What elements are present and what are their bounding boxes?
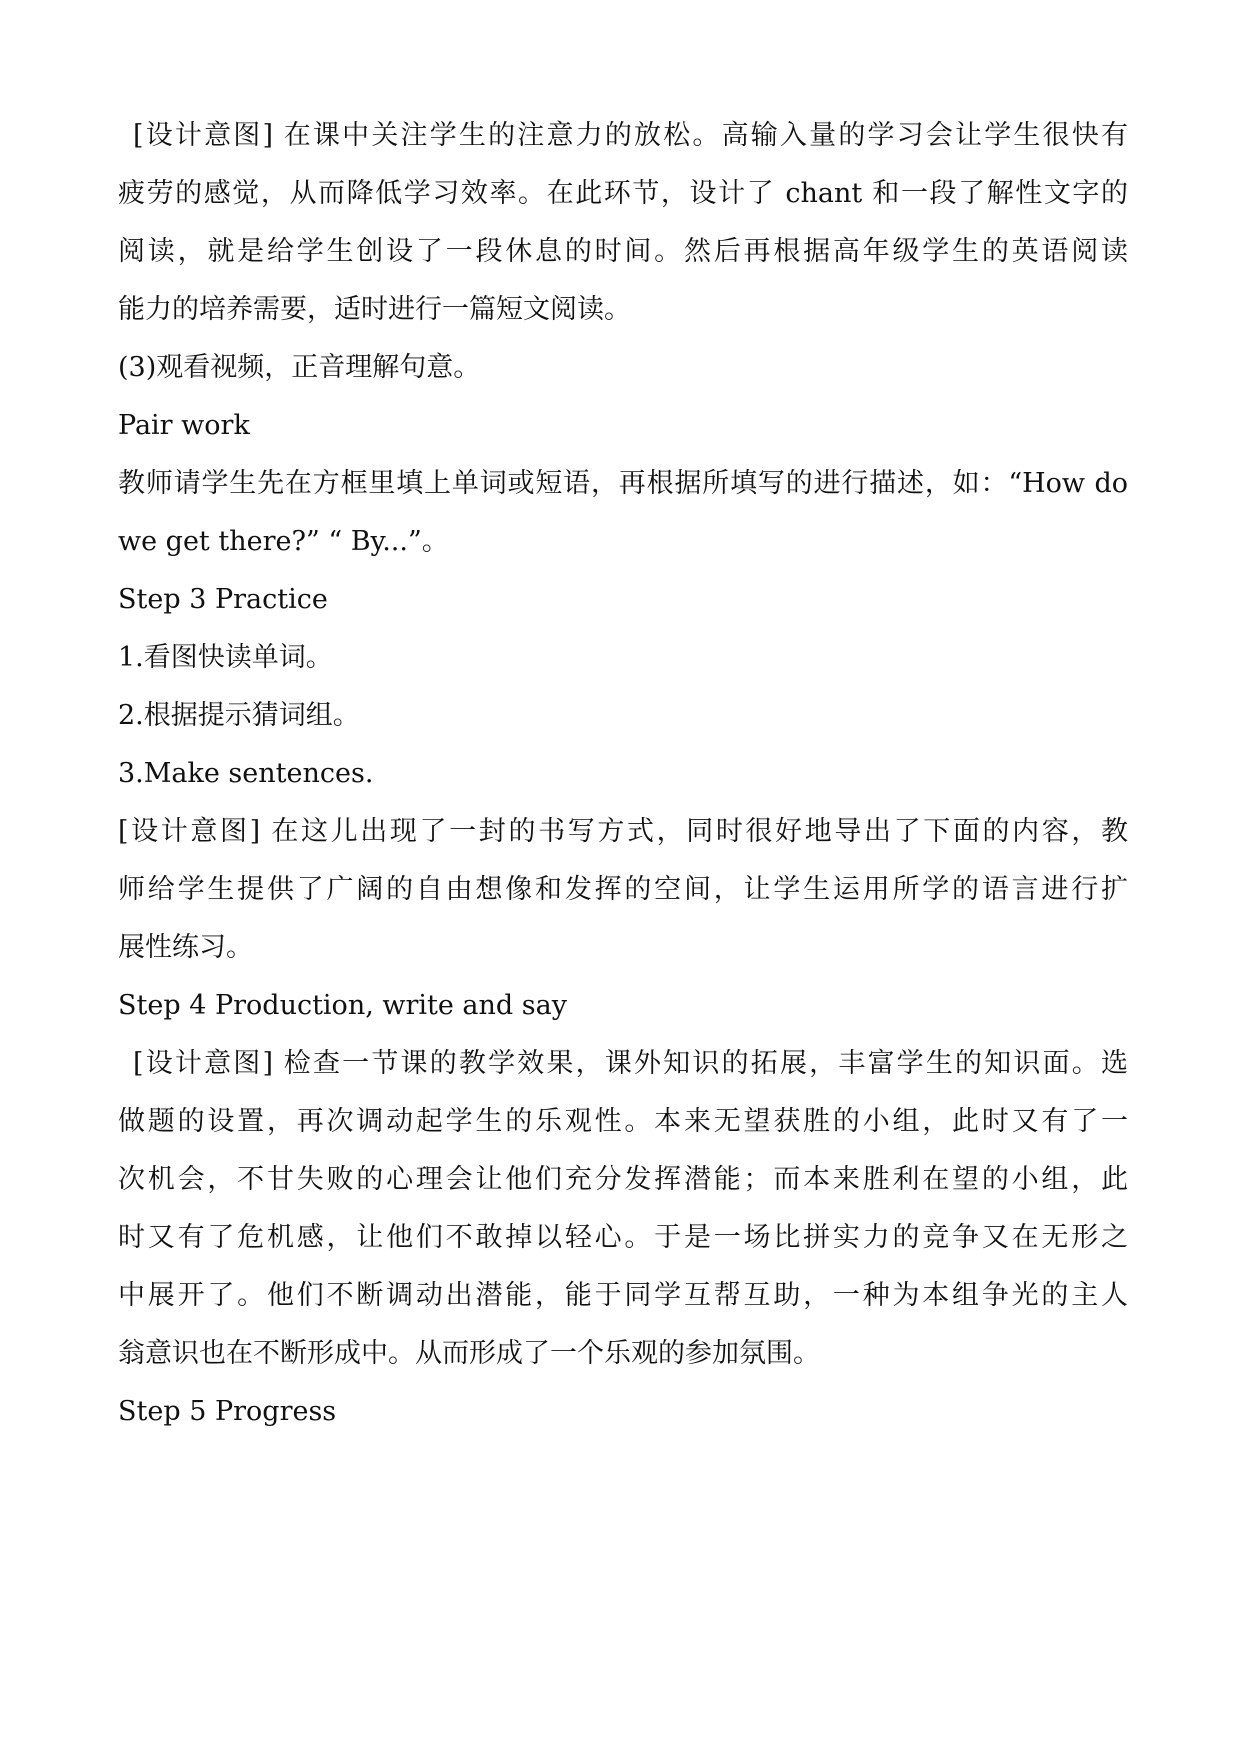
- step-heading: Step 3 Practice: [118, 584, 328, 615]
- text-line: 能力的培养需要，适时进行一篇短文阅读。: [118, 294, 631, 325]
- step-heading: Step 5 Progress: [118, 1396, 337, 1427]
- text-line: 阅读，就是给学生创设了一段休息的时间。然后再根据高年级学生的英语阅读: [118, 236, 1128, 267]
- list-item: 3.Make sentences.: [118, 758, 374, 789]
- text-line: 展性练习。: [118, 932, 253, 963]
- text-line: 翁意识也在不断形成中。从而形成了一个乐观的参加氛围。: [118, 1338, 820, 1369]
- text-line: 时又有了危机感，让他们不敢掉以轻心。于是一场比拼实力的竞争又在无形之: [118, 1222, 1128, 1253]
- list-item: 1.看图快读单词。: [118, 642, 333, 673]
- text-line: we get there?” “ By...”。: [118, 526, 449, 557]
- text-line: [设计意图] 检查一节课的教学效果，课外知识的拓展，丰富学生的知识面。选: [133, 1048, 1128, 1079]
- text-line: 次机会，不甘失败的心理会让他们充分发挥潜能；而本来胜利在望的小组，此: [118, 1164, 1128, 1195]
- text-line: [设计意图] 在这儿出现了一封的书写方式，同时很好地导出了下面的内容，教: [118, 816, 1128, 847]
- text-line: 师给学生提供了广阔的自由想像和发挥的空间，让学生运用所学的语言进行扩: [118, 874, 1128, 905]
- text-line: 中展开了。他们不断调动出潜能，能于同学互帮互助，一种为本组争光的主人: [118, 1280, 1128, 1311]
- text-line: (3)观看视频，正音理解句意。: [118, 352, 481, 383]
- text-line: 做题的设置，再次调动起学生的乐观性。本来无望获胜的小组，此时又有了一: [118, 1106, 1128, 1137]
- list-item: 2.根据提示猜词组。: [118, 700, 360, 731]
- step-heading: Step 4 Production, write and say: [118, 990, 567, 1021]
- text-line: 教师请学生先在方框里填上单词或短语，再根据所填写的进行描述，如：“How do: [118, 468, 1128, 499]
- text-line: [设计意图] 在课中关注学生的注意力的放松。高输入量的学习会让学生很快有: [133, 120, 1128, 151]
- section-label: Pair work: [118, 410, 250, 441]
- text-line: 疲劳的感觉，从而降低学习效率。在此环节，设计了 chant 和一段了解性文字的: [118, 178, 1128, 209]
